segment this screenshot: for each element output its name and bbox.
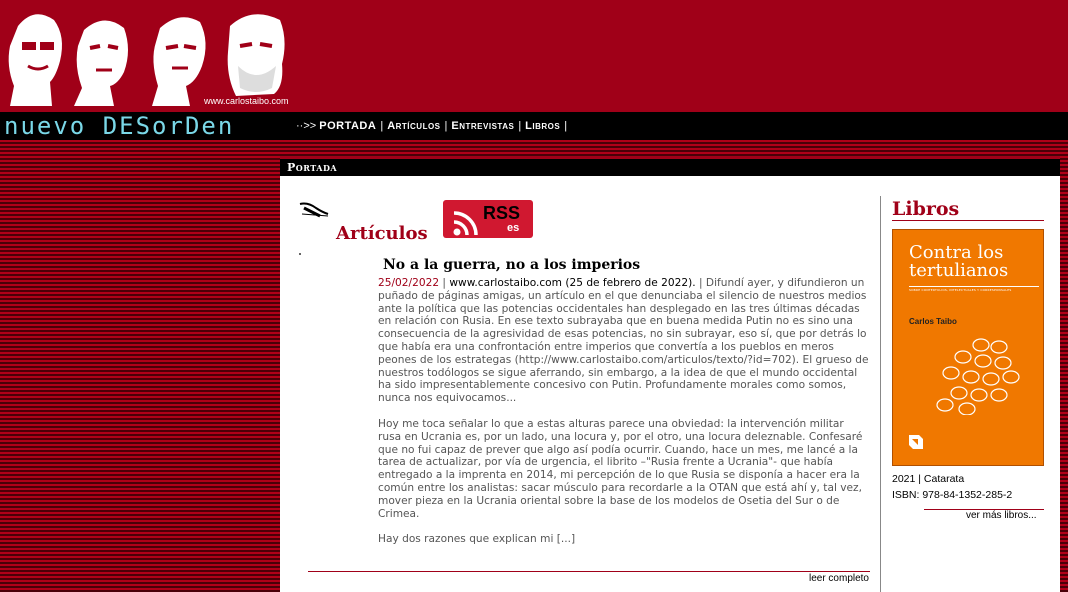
article-title[interactable]: No a la guerra, no a los imperios: [383, 257, 641, 273]
nav-links: [296, 112, 571, 140]
panel-title: Portada: [287, 161, 338, 174]
nav-bar: [0, 112, 1068, 140]
nav-item-entrevistas[interactable]: Entrevistas: [451, 120, 515, 132]
article-source: www.carlostaibo.com (25 de febrero de 2022).: [449, 277, 696, 289]
article-divider: [308, 571, 870, 572]
article-date: 25/02/2022: [378, 277, 440, 289]
book-cover-title: Contra los tertulianos: [909, 242, 1009, 281]
column-divider: [880, 196, 881, 592]
nav-separator: |: [444, 120, 448, 132]
book-cover-author: Carlos Taibo: [909, 317, 957, 326]
book-isbn: ISBN: 978-84-1352-285-2: [892, 489, 1013, 501]
site-header: [0, 0, 1068, 112]
book-cover-subtitle: SOBRE CONTERTULIOS, INTELECTUALES Y CORRESPONSALES: [909, 286, 1039, 292]
site-title[interactable]: nuevo DESorDen: [4, 112, 235, 140]
article-paragraph: Hoy me toca señalar lo que a estas alturas parece una obviedad: la intervención militar rusa en Ucrania es, por un lado, una locura y, por el otro, una locura deleznable. Confesaré que no fui capaz de prever que algo así podía ocurrir. Cuando, hace un mes, me lancé a la tarea de actualizar, por vía de urgencia, el librito –"Rusia frente a Ucrania"- que había entregado a la imprenta en 2014, mi percepción de lo que Rusia se disponía a hacer era la común entre los analistas: sacar músculo para recordarle a la OTAN que está ahí y, tal vez, mover pieza en la Ucrania oriental sobre la base de los modelos de Osetia del Sur o de Crimea.: [378, 417, 863, 520]
book-publisher: 2021 | Catarata: [892, 473, 965, 485]
more-books-link[interactable]: ver más libros...: [966, 510, 1037, 521]
article-paragraph: Hay dos razones que explican mi [...]: [378, 533, 576, 546]
publisher-logo-icon: [909, 435, 923, 449]
speech-bubbles-icon: [933, 335, 1028, 415]
nav-item-articulos[interactable]: Artículos: [387, 120, 441, 132]
portrait-3-icon: [150, 6, 218, 106]
book-info: [892, 471, 1012, 503]
main-panel: [280, 156, 1060, 592]
nav-item-libros[interactable]: Libros: [525, 120, 561, 132]
rss-icon: [453, 210, 479, 236]
book-cover[interactable]: [892, 229, 1044, 466]
nav-separator: |: [518, 120, 522, 132]
rss-label: RSS: [483, 203, 521, 223]
books-title: Libros: [892, 198, 960, 220]
site-url: www.carlostaibo.com: [204, 96, 289, 106]
pen-writing-icon: [298, 200, 330, 218]
books-divider: [892, 220, 1044, 221]
portrait-2-icon: [70, 6, 138, 106]
nav-arrow: ··>>: [296, 120, 317, 132]
divider-dot: [299, 253, 301, 255]
nav-separator: |: [564, 120, 568, 132]
panel-header: [280, 156, 1060, 176]
rss-language: es: [507, 222, 520, 234]
article-paragraph: Difundí ayer, y difundieron un puñado de páginas amigas, un artículo en el que denunciaba el silencio de nuestros medios ante la política que las potencias occidentales han desplegado en las tres últimas décadas en relación con Rusia. En ese texto subrayaba que en buena medida Putin no es sino una consecuencia de la agresividad de esas potencias, no sin subrayar, eso sí, que por detrás lo que había era una confrontación entre imperios que convertía a los pueblos en meros peones de los estrategas (http://www.carlostaibo.com/articulos/texto/?id=702). El grueso de nuestros todólogos se sigue aferrando, sin embargo, a la idea de que el mundo occidental ha sido impresentablemente concesivo con Putin. Profundamente morales como somos, nunca nos equivocamos...: [378, 277, 869, 405]
article-body: 25/02/2022 | www.carlostaibo.com (25 de febrero de 2022). | Difundí ayer, y difundieron un puñado de páginas amigas, un artículo en el que denunciaba el silencio de nuestros medios ante la política que las potencias occidentales han desplegado en las tres últimas décadas en relación con Rusia. En ese texto subrayaba que en buena medida Putin no es sino una consecuencia de la agresividad de esas potencias, no sin subrayar, eso sí, que por detrás lo que había era una confrontación entre imperios que convertía a los pueblos en meros peones de los estrategas (http://www.carlostaibo.com/articulos/texto/?id=702). El grueso de nuestros todólogos se sigue aferrando, sin embargo, a la idea de que el mundo occidental ha sido impresentablemente concesivo con Putin. Profundamente morales como somos, nunca nos equivocamos... Hoy me toca señalar lo que a estas alturas parece una obviedad: la intervención militar rusa en Ucrania es, por un lado, una locura y, por el otro, una locura deleznable. Confesaré que no fui capaz de prever que algo así podía ocurrir. Cuando, hace un mes, me lancé a la tarea de actualizar, por vía de urgencia, el librito –"Rusia frente a Ucrania"- que había entregado a la imprenta en 2014, mi percepción de lo que Rusia se disponía a hacer era la común entre los analistas: sacar músculo para recordarle a la OTAN que está ahí y, tal vez, mover pieza en la Ucrania oriental sobre la base de los modelos de Osetia del Sur o de Crimea. Hay dos razones que explican mi [...]: [378, 277, 869, 546]
read-more-link[interactable]: leer completo: [808, 573, 869, 584]
portrait-4-icon: [222, 6, 290, 106]
nav-item-portada[interactable]: PORTADA: [319, 120, 377, 132]
portrait-1-icon: [4, 6, 72, 106]
rss-feed-button[interactable]: [443, 200, 533, 238]
nav-separator: |: [380, 120, 384, 132]
section-title: Artículos: [336, 223, 428, 244]
